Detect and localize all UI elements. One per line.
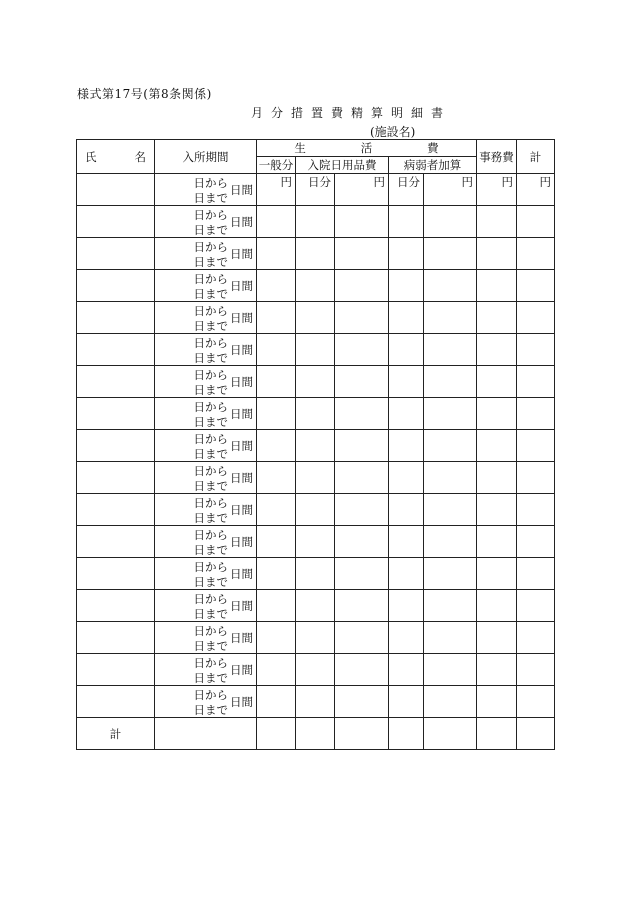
name-header	[77, 140, 155, 174]
name-cell[interactable]	[77, 366, 155, 398]
name-cell[interactable]	[77, 174, 155, 206]
period-days-label: 日間	[230, 567, 253, 581]
name-cell[interactable]	[77, 462, 155, 494]
daily-goods-days-cell[interactable]	[296, 302, 335, 334]
period-from-label: 日から	[193, 272, 228, 286]
daily-goods-days-cell[interactable]	[296, 590, 335, 622]
table-row	[77, 526, 555, 558]
total-sick-addition-amount-cell[interactable]	[424, 718, 477, 750]
daily-goods-amount-cell[interactable]	[335, 462, 389, 494]
office-expense-cell[interactable]	[477, 302, 517, 334]
sick-addition-days-cell[interactable]	[389, 494, 424, 526]
table-row	[77, 238, 555, 270]
period-cell[interactable]	[155, 526, 257, 558]
sick-addition-amount-cell[interactable]	[424, 686, 477, 718]
office-expense-cell[interactable]	[477, 462, 517, 494]
period-to-label: 日まで	[193, 479, 228, 493]
sick-addition-days-cell[interactable]	[389, 430, 424, 462]
daily-goods-days-cell[interactable]	[296, 430, 335, 462]
period-from-label: 日から	[193, 304, 228, 318]
sick-addition-amount-cell[interactable]	[424, 398, 477, 430]
sick-addition-days-cell[interactable]	[389, 622, 424, 654]
sick-addition-amount-cell[interactable]	[424, 590, 477, 622]
sick-addition-days-cell[interactable]	[389, 526, 424, 558]
header-row-1	[77, 140, 555, 157]
form-number: 様式第17号(第8条関係)	[77, 87, 212, 101]
period-cell[interactable]	[155, 622, 257, 654]
period-days-label: 日間	[230, 375, 253, 389]
name-cell[interactable]	[77, 558, 155, 590]
daily-goods-header: 入院日用品費	[296, 157, 389, 174]
period-days-label: 日間	[230, 311, 253, 325]
general-cell[interactable]	[257, 334, 296, 366]
period-to-label: 日まで	[193, 607, 228, 621]
general-cell[interactable]	[257, 526, 296, 558]
general-cell[interactable]	[257, 558, 296, 590]
table-row	[77, 430, 555, 462]
period-from-label: 日から	[193, 336, 228, 350]
name-cell[interactable]	[77, 270, 155, 302]
yen-unit: 円	[539, 174, 552, 189]
office-expense-cell[interactable]	[477, 558, 517, 590]
period-cell[interactable]	[155, 174, 257, 206]
name-header-part-2: 名	[134, 149, 146, 164]
document-title: 月分措置費精算明細書	[251, 106, 452, 120]
period-cell[interactable]	[155, 558, 257, 590]
sick-addition-amount-cell[interactable]	[424, 174, 477, 206]
total-daily-goods-amount-cell[interactable]	[335, 718, 389, 750]
facility-name-label: (施設名)	[370, 125, 416, 139]
daily-goods-days-cell[interactable]	[296, 526, 335, 558]
row-total-cell[interactable]	[517, 654, 555, 686]
period-days-label: 日間	[230, 183, 253, 197]
office-expense-cell[interactable]	[477, 430, 517, 462]
office-expense-cell[interactable]	[477, 686, 517, 718]
daily-goods-amount-cell[interactable]	[335, 494, 389, 526]
table-row	[77, 494, 555, 526]
daily-goods-amount-cell[interactable]	[335, 558, 389, 590]
row-total-cell[interactable]	[517, 398, 555, 430]
name-header-part-1: 氏	[85, 149, 97, 164]
name-cell[interactable]	[77, 398, 155, 430]
general-cell[interactable]	[257, 590, 296, 622]
period-to-label: 日まで	[193, 703, 228, 717]
row-total-cell[interactable]	[517, 558, 555, 590]
period-from-label: 日から	[193, 688, 228, 702]
row-total-cell[interactable]	[517, 270, 555, 302]
general-cell[interactable]	[257, 238, 296, 270]
name-cell[interactable]	[77, 622, 155, 654]
table-row	[77, 590, 555, 622]
sick-addition-days-cell[interactable]	[389, 686, 424, 718]
sick-addition-days-cell[interactable]	[389, 238, 424, 270]
table-row	[77, 398, 555, 430]
sick-addition-days-cell[interactable]	[389, 206, 424, 238]
table-row	[77, 558, 555, 590]
yen-unit: 円	[373, 174, 385, 189]
period-to-label: 日まで	[193, 319, 228, 333]
living-header-part-3: 費	[427, 141, 439, 155]
period-days-label: 日間	[230, 215, 253, 229]
total-header: 計	[517, 140, 555, 174]
sick-addition-days-cell[interactable]	[389, 654, 424, 686]
row-total-cell[interactable]	[517, 366, 555, 398]
row-total-cell[interactable]	[517, 238, 555, 270]
row-total-cell[interactable]	[517, 302, 555, 334]
table-row	[77, 174, 555, 206]
daily-goods-amount-cell[interactable]	[335, 206, 389, 238]
yen-unit: 円	[280, 174, 292, 189]
daily-goods-days-cell[interactable]	[296, 174, 335, 206]
daily-goods-days-cell[interactable]	[296, 462, 335, 494]
period-days-label: 日間	[230, 599, 253, 613]
period-to-label: 日まで	[193, 191, 228, 205]
daily-goods-amount-cell[interactable]	[335, 590, 389, 622]
table-row	[77, 462, 555, 494]
name-cell[interactable]	[77, 686, 155, 718]
total-office-expense-cell[interactable]	[477, 718, 517, 750]
sick-addition-days-cell[interactable]	[389, 366, 424, 398]
office-expense-cell[interactable]	[477, 590, 517, 622]
period-from-label: 日から	[193, 208, 228, 222]
daily-goods-amount-cell[interactable]	[335, 270, 389, 302]
table-row	[77, 334, 555, 366]
sick-addition-header: 病弱者加算	[389, 157, 477, 174]
period-from-label: 日から	[193, 240, 228, 254]
row-total-cell[interactable]	[517, 430, 555, 462]
table-row	[77, 302, 555, 334]
daily-goods-days-cell[interactable]	[296, 238, 335, 270]
sick-addition-amount-cell[interactable]	[424, 430, 477, 462]
daily-goods-amount-cell[interactable]	[335, 622, 389, 654]
office-expense-cell[interactable]	[477, 270, 517, 302]
row-total-cell[interactable]	[517, 686, 555, 718]
row-total-cell[interactable]	[517, 334, 555, 366]
daily-goods-amount-cell[interactable]	[335, 654, 389, 686]
daily-goods-days-cell[interactable]	[296, 334, 335, 366]
period-days-label: 日間	[230, 631, 253, 645]
table-row	[77, 654, 555, 686]
period-days-label: 日間	[230, 535, 253, 549]
daily-goods-amount-cell[interactable]	[335, 334, 389, 366]
period-to-label: 日まで	[193, 639, 228, 653]
total-period-cell[interactable]	[155, 718, 257, 750]
sick-addition-amount-cell[interactable]	[424, 302, 477, 334]
days-unit: 日分	[308, 174, 331, 189]
sick-addition-days-cell[interactable]	[389, 558, 424, 590]
period-from-label: 日から	[193, 432, 228, 446]
period-to-label: 日まで	[193, 447, 228, 461]
grand-total-cell[interactable]	[517, 718, 555, 750]
name-cell[interactable]	[77, 654, 155, 686]
period-days-label: 日間	[230, 471, 253, 485]
sick-addition-days-cell[interactable]	[389, 462, 424, 494]
sick-addition-days-cell[interactable]	[389, 398, 424, 430]
office-expense-cell[interactable]	[477, 622, 517, 654]
name-cell[interactable]	[77, 526, 155, 558]
sick-addition-days-cell[interactable]	[389, 174, 424, 206]
office-expense-cell[interactable]	[477, 398, 517, 430]
row-total-cell[interactable]	[517, 174, 555, 206]
general-cell[interactable]	[257, 206, 296, 238]
table-row	[77, 206, 555, 238]
row-total-cell[interactable]	[517, 462, 555, 494]
period-to-label: 日まで	[193, 351, 228, 365]
row-total-cell[interactable]	[517, 494, 555, 526]
total-daily-goods-days-cell[interactable]	[296, 718, 335, 750]
general-cell[interactable]	[257, 302, 296, 334]
period-days-label: 日間	[230, 279, 253, 293]
yen-unit: 円	[461, 174, 474, 189]
table-row	[77, 366, 555, 398]
sick-addition-days-cell[interactable]	[389, 270, 424, 302]
table-row	[77, 686, 555, 718]
period-cell[interactable]	[155, 398, 257, 430]
name-cell[interactable]	[77, 206, 155, 238]
period-from-label: 日から	[193, 176, 228, 190]
table-row	[77, 270, 555, 302]
daily-goods-days-cell[interactable]	[296, 654, 335, 686]
name-cell[interactable]	[77, 494, 155, 526]
period-from-label: 日から	[193, 464, 228, 478]
days-unit: 日分	[397, 174, 420, 189]
sick-addition-days-cell[interactable]	[389, 302, 424, 334]
daily-goods-amount-cell[interactable]	[335, 686, 389, 718]
name-cell[interactable]	[77, 334, 155, 366]
sick-addition-amount-cell[interactable]	[424, 494, 477, 526]
total-general-cell[interactable]	[257, 718, 296, 750]
period-from-label: 日から	[193, 528, 228, 542]
sick-addition-amount-cell[interactable]	[424, 654, 477, 686]
living-header-part-1: 生	[294, 141, 306, 155]
name-cell[interactable]	[77, 238, 155, 270]
office-expense-cell[interactable]	[477, 526, 517, 558]
sick-addition-amount-cell[interactable]	[424, 462, 477, 494]
sick-addition-amount-cell[interactable]	[424, 526, 477, 558]
general-cell[interactable]	[257, 270, 296, 302]
living-header-part-2: 活	[360, 141, 373, 155]
name-cell[interactable]	[77, 430, 155, 462]
period-to-label: 日まで	[193, 575, 228, 589]
office-expense-cell[interactable]	[477, 238, 517, 270]
row-total-cell[interactable]	[517, 622, 555, 654]
general-cell[interactable]	[257, 686, 296, 718]
daily-goods-days-cell[interactable]	[296, 622, 335, 654]
office-expense-cell[interactable]	[477, 494, 517, 526]
period-from-label: 日から	[193, 624, 228, 638]
daily-goods-amount-cell[interactable]	[335, 398, 389, 430]
period-cell[interactable]	[155, 494, 257, 526]
daily-goods-amount-cell[interactable]	[335, 430, 389, 462]
sick-addition-amount-cell[interactable]	[424, 270, 477, 302]
office-expense-cell[interactable]	[477, 366, 517, 398]
daily-goods-amount-cell[interactable]	[335, 366, 389, 398]
general-cell[interactable]	[257, 430, 296, 462]
daily-goods-days-cell[interactable]	[296, 206, 335, 238]
name-cell[interactable]	[77, 590, 155, 622]
general-cell[interactable]	[257, 462, 296, 494]
period-to-label: 日まで	[193, 223, 228, 237]
period-from-label: 日から	[193, 368, 228, 382]
period-cell[interactable]	[155, 238, 257, 270]
row-total-cell[interactable]	[517, 526, 555, 558]
sick-addition-days-cell[interactable]	[389, 590, 424, 622]
period-cell[interactable]	[155, 430, 257, 462]
daily-goods-days-cell[interactable]	[296, 558, 335, 590]
period-cell[interactable]	[155, 206, 257, 238]
period-days-label: 日間	[230, 247, 253, 261]
daily-goods-amount-cell[interactable]	[335, 526, 389, 558]
sick-addition-days-cell[interactable]	[389, 334, 424, 366]
period-from-label: 日から	[193, 592, 228, 606]
general-cell[interactable]	[257, 398, 296, 430]
yen-unit: 円	[501, 174, 514, 189]
period-from-label: 日から	[193, 560, 228, 574]
period-from-label: 日から	[193, 496, 228, 510]
period-cell[interactable]	[155, 334, 257, 366]
sick-addition-amount-cell[interactable]	[424, 558, 477, 590]
sick-addition-amount-cell[interactable]	[424, 206, 477, 238]
period-to-label: 日まで	[193, 383, 228, 397]
row-total-cell[interactable]	[517, 590, 555, 622]
general-cell[interactable]	[257, 366, 296, 398]
period-cell[interactable]	[155, 302, 257, 334]
period-to-label: 日まで	[193, 415, 228, 429]
period-days-label: 日間	[230, 439, 253, 453]
office-expense-header: 事務費	[477, 140, 517, 174]
name-cell[interactable]	[77, 302, 155, 334]
period-to-label: 日まで	[193, 287, 228, 301]
daily-goods-days-cell[interactable]	[296, 398, 335, 430]
period-to-label: 日まで	[193, 543, 228, 557]
total-label: 計	[77, 718, 155, 750]
period-from-label: 日から	[193, 656, 228, 670]
daily-goods-amount-cell[interactable]	[335, 238, 389, 270]
general-cell[interactable]	[257, 622, 296, 654]
sick-addition-amount-cell[interactable]	[424, 334, 477, 366]
period-from-label: 日から	[193, 400, 228, 414]
total-sick-addition-days-cell[interactable]	[389, 718, 424, 750]
period-cell[interactable]	[155, 686, 257, 718]
period-days-label: 日間	[230, 503, 253, 517]
office-expense-cell[interactable]	[477, 206, 517, 238]
period-to-label: 日まで	[193, 511, 228, 525]
general-cell[interactable]	[257, 654, 296, 686]
general-cell[interactable]	[257, 494, 296, 526]
daily-goods-amount-cell[interactable]	[335, 302, 389, 334]
period-days-label: 日間	[230, 343, 253, 357]
daily-goods-days-cell[interactable]	[296, 366, 335, 398]
period-cell[interactable]	[155, 270, 257, 302]
settlement-table	[76, 139, 555, 750]
general-cell[interactable]	[257, 174, 296, 206]
office-expense-cell[interactable]	[477, 334, 517, 366]
table-row	[77, 622, 555, 654]
row-total-cell[interactable]	[517, 206, 555, 238]
sick-addition-amount-cell[interactable]	[424, 366, 477, 398]
period-header: 入所期間	[155, 140, 257, 174]
period-days-label: 日間	[230, 663, 253, 677]
total-row	[77, 718, 555, 750]
period-cell[interactable]	[155, 654, 257, 686]
period-to-label: 日まで	[193, 671, 228, 685]
daily-goods-days-cell[interactable]	[296, 270, 335, 302]
sick-addition-amount-cell[interactable]	[424, 238, 477, 270]
daily-goods-amount-cell[interactable]	[335, 174, 389, 206]
period-cell[interactable]	[155, 462, 257, 494]
office-expense-cell[interactable]	[477, 174, 517, 206]
period-to-label: 日まで	[193, 255, 228, 269]
period-days-label: 日間	[230, 695, 253, 709]
living-expense-header	[257, 140, 477, 157]
period-cell[interactable]	[155, 366, 257, 398]
daily-goods-days-cell[interactable]	[296, 686, 335, 718]
sick-addition-amount-cell[interactable]	[424, 622, 477, 654]
daily-goods-days-cell[interactable]	[296, 494, 335, 526]
period-days-label: 日間	[230, 407, 253, 421]
office-expense-cell[interactable]	[477, 654, 517, 686]
period-cell[interactable]	[155, 590, 257, 622]
general-header: 一般分	[257, 157, 296, 174]
